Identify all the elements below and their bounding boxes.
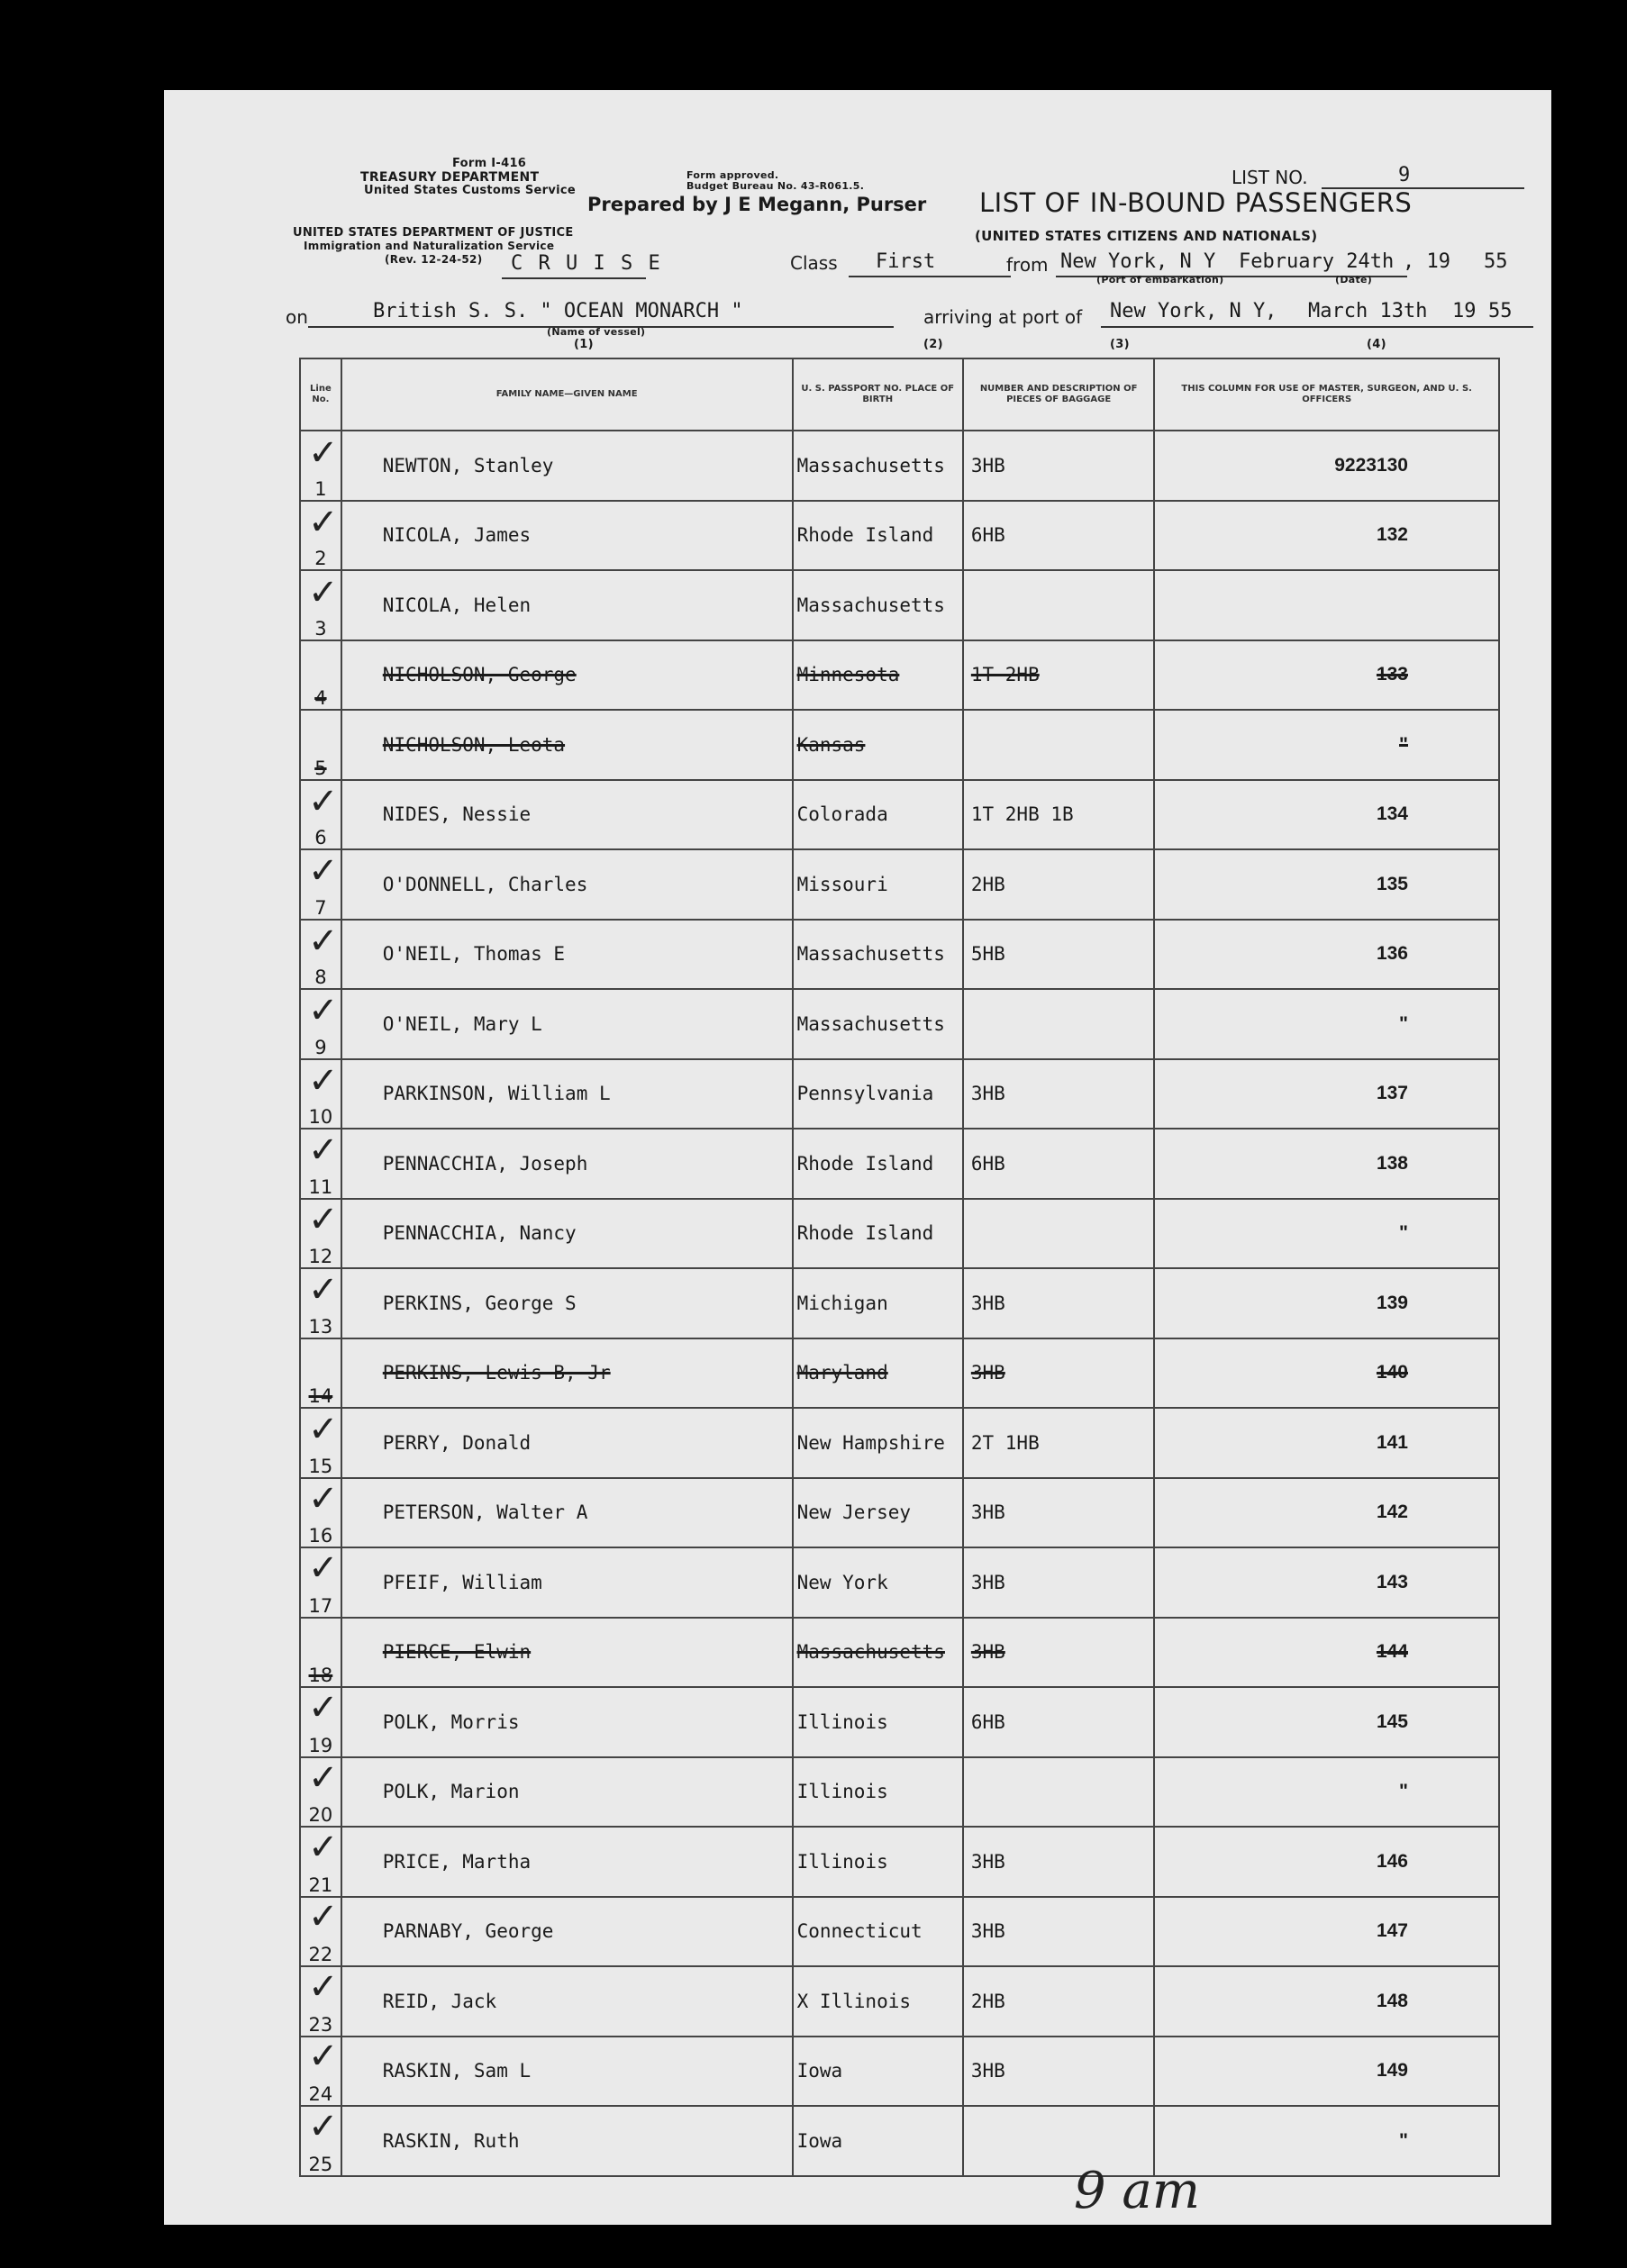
table-row bbox=[300, 431, 1499, 501]
check-mark-icon: ✓ bbox=[308, 990, 339, 1032]
baggage: 3HB bbox=[963, 1827, 1155, 1897]
officer-number bbox=[1154, 570, 1499, 640]
passenger-rows bbox=[300, 431, 1499, 2176]
from-year-prefix: , 19 bbox=[1403, 250, 1450, 273]
class-label: Class bbox=[790, 252, 838, 274]
officer-number: 141 bbox=[1154, 1408, 1499, 1478]
passenger-name: PETERSON, Walter A bbox=[341, 1478, 793, 1548]
passenger-name: PARKINSON, William L bbox=[341, 1059, 793, 1129]
officer-number: 145 bbox=[1154, 1687, 1499, 1757]
line-number: 6 bbox=[300, 780, 341, 850]
place-of-birth: Michigan bbox=[793, 1268, 963, 1338]
line-number: 10 bbox=[300, 1059, 341, 1129]
line-number: 17 bbox=[300, 1547, 341, 1618]
line-number: 4 bbox=[300, 640, 341, 711]
budget-bureau: Budget Bureau No. 43-R061.5. bbox=[686, 180, 865, 192]
place-of-birth: Pennsylvania bbox=[793, 1059, 963, 1129]
list-no-value: 9 bbox=[1398, 164, 1411, 186]
table-row bbox=[300, 1199, 1499, 1269]
form-approved: Form approved. bbox=[686, 169, 779, 181]
officer-number: 135 bbox=[1154, 849, 1499, 920]
line-number: 22 bbox=[300, 1897, 341, 1967]
column-index-4: (4) bbox=[1367, 338, 1386, 351]
baggage: 3HB bbox=[963, 1897, 1155, 1967]
line-number: 12 bbox=[300, 1199, 341, 1269]
baggage bbox=[963, 710, 1155, 780]
check-mark-icon: ✓ bbox=[308, 1965, 339, 2008]
class-value: First bbox=[876, 250, 936, 273]
passenger-name: POLK, Morris bbox=[341, 1687, 793, 1757]
class-underline bbox=[849, 276, 1011, 277]
baggage: 3HB bbox=[963, 2037, 1155, 2107]
check-mark-icon: ✓ bbox=[308, 781, 339, 822]
passenger-name: PRICE, Martha bbox=[341, 1827, 793, 1897]
place-of-birth: New York bbox=[793, 1547, 963, 1618]
officer-number: 144 bbox=[1154, 1618, 1499, 1688]
passenger-name: O'DONNELL, Charles bbox=[341, 849, 793, 920]
baggage bbox=[963, 989, 1155, 1059]
passenger-name: RASKIN, Sam L bbox=[341, 2037, 793, 2107]
check-mark-icon: ✓ bbox=[308, 502, 339, 544]
table-row bbox=[300, 710, 1499, 780]
table-row bbox=[300, 501, 1499, 571]
check-mark-icon: ✓ bbox=[308, 1199, 339, 1241]
from-date: February 24th bbox=[1239, 250, 1395, 273]
check-mark-icon: ✓ bbox=[308, 2105, 339, 2147]
officer-number: 142 bbox=[1154, 1478, 1499, 1548]
baggage: 6HB bbox=[963, 1129, 1155, 1199]
check-mark-icon: ✓ bbox=[308, 920, 339, 962]
passenger-name: NICOLA, Helen bbox=[341, 570, 793, 640]
officer-number: 133 bbox=[1154, 640, 1499, 711]
passenger-table bbox=[299, 358, 1500, 2177]
form-number: Form I-416 bbox=[452, 157, 527, 170]
baggage: 1T 2HB 1B bbox=[963, 780, 1155, 850]
table-row bbox=[300, 570, 1499, 640]
place-of-birth: New Hampshire bbox=[793, 1408, 963, 1478]
baggage: 3HB bbox=[963, 1547, 1155, 1618]
table-row bbox=[300, 1687, 1499, 1757]
from-label: from bbox=[1006, 254, 1049, 276]
baggage bbox=[963, 570, 1155, 640]
passenger-name: NEWTON, Stanley bbox=[341, 431, 793, 501]
table-row bbox=[300, 2037, 1499, 2107]
place-of-birth: X Illinois bbox=[793, 1966, 963, 2037]
officer-number: " bbox=[1154, 1199, 1499, 1269]
from-year: 55 bbox=[1484, 250, 1508, 273]
officer-number: 146 bbox=[1154, 1827, 1499, 1897]
passenger-name: PARNABY, George bbox=[341, 1897, 793, 1967]
vessel-caption: (Name of vessel) bbox=[547, 326, 646, 338]
baggage: 1T 2HB bbox=[963, 640, 1155, 711]
justice-department: UNITED STATES DEPARTMENT OF JUSTICE bbox=[293, 226, 574, 240]
baggage: 3HB bbox=[963, 431, 1155, 501]
column-index-1: (1) bbox=[574, 338, 594, 351]
passenger-name: PIERCE, Elwin bbox=[341, 1618, 793, 1688]
table-row bbox=[300, 640, 1499, 711]
table-row bbox=[300, 1408, 1499, 1478]
passenger-name: O'NEIL, Thomas E bbox=[341, 920, 793, 990]
passenger-name: O'NEIL, Mary L bbox=[341, 989, 793, 1059]
baggage: 3HB bbox=[963, 1059, 1155, 1129]
officer-number: 9223130 bbox=[1154, 431, 1499, 501]
officer-number: " bbox=[1154, 989, 1499, 1059]
place-of-birth: Minnesota bbox=[793, 640, 963, 711]
line-number: 23 bbox=[300, 1966, 341, 2037]
place-of-birth: Massachusetts bbox=[793, 570, 963, 640]
passenger-name: NICHOLSON, Leota bbox=[341, 710, 793, 780]
column-index-3: (3) bbox=[1110, 338, 1130, 351]
passenger-name: REID, Jack bbox=[341, 1966, 793, 2037]
check-mark-icon: ✓ bbox=[308, 571, 339, 613]
place-of-birth: Iowa bbox=[793, 2037, 963, 2107]
signature-note: 9 am bbox=[1074, 2162, 1200, 2220]
officer-number: 138 bbox=[1154, 1129, 1499, 1199]
line-number: 25 bbox=[300, 2106, 341, 2176]
list-no-label: LIST NO. bbox=[1232, 167, 1308, 188]
check-mark-icon: ✓ bbox=[308, 1827, 339, 1868]
place-of-birth: Illinois bbox=[793, 1687, 963, 1757]
line-number: 13 bbox=[300, 1268, 341, 1338]
header-line-no: Line No. bbox=[300, 358, 341, 431]
line-number: 20 bbox=[300, 1757, 341, 1828]
treasury-department: TREASURY DEPARTMENT bbox=[360, 170, 540, 185]
officer-number: 148 bbox=[1154, 1966, 1499, 2037]
customs-service: United States Customs Service bbox=[364, 184, 577, 197]
from-port: New York, N Y bbox=[1060, 250, 1216, 273]
table-row bbox=[300, 1966, 1499, 2037]
place-of-birth: Maryland bbox=[793, 1338, 963, 1409]
table-row bbox=[300, 2106, 1499, 2176]
place-of-birth: Rhode Island bbox=[793, 1199, 963, 1269]
place-of-birth: Massachusetts bbox=[793, 920, 963, 990]
immigration-service: Immigration and Naturalization Service bbox=[304, 240, 555, 252]
header-baggage: NUMBER AND DESCRIPTION OF PIECES OF BAGGAGE bbox=[963, 358, 1155, 431]
place-of-birth: Missouri bbox=[793, 849, 963, 920]
passenger-name: POLK, Marion bbox=[341, 1757, 793, 1828]
check-mark-icon: ✓ bbox=[308, 432, 339, 474]
arrival-year: 55 bbox=[1488, 300, 1513, 322]
arrival-underline bbox=[1101, 326, 1533, 328]
passenger-name: NIDES, Nessie bbox=[341, 780, 793, 850]
passenger-name: PERKINS, George S bbox=[341, 1268, 793, 1338]
header-officers-column: THIS COLUMN FOR USE OF MASTER, SURGEON, AND U. S. OFFICERS bbox=[1154, 358, 1499, 431]
baggage: 3HB bbox=[963, 1478, 1155, 1548]
document-subtitle: (UNITED STATES CITIZENS AND NATIONALS) bbox=[975, 228, 1318, 244]
check-mark-icon: ✓ bbox=[308, 1059, 339, 1102]
line-number: 1 bbox=[300, 431, 341, 501]
passenger-name: RASKIN, Ruth bbox=[341, 2106, 793, 2176]
place-of-birth: Illinois bbox=[793, 1757, 963, 1828]
place-of-birth: Rhode Island bbox=[793, 501, 963, 571]
line-number: 3 bbox=[300, 570, 341, 640]
table-row bbox=[300, 989, 1499, 1059]
baggage: 6HB bbox=[963, 501, 1155, 571]
on-label: on bbox=[286, 306, 308, 328]
place-of-birth: Colorada bbox=[793, 780, 963, 850]
column-index-2: (2) bbox=[923, 338, 943, 351]
manifest-sheet bbox=[164, 90, 1551, 2225]
cruise-label: C R U I S E bbox=[511, 252, 662, 275]
place-of-birth: New Jersey bbox=[793, 1478, 963, 1548]
table-row bbox=[300, 780, 1499, 850]
check-mark-icon: ✓ bbox=[308, 1896, 339, 1938]
place-of-birth: Iowa bbox=[793, 2106, 963, 2176]
table-row bbox=[300, 1897, 1499, 1967]
officer-number: 134 bbox=[1154, 780, 1499, 850]
header-passport-place: U. S. PASSPORT NO. PLACE OF BIRTH bbox=[793, 358, 963, 431]
table-row bbox=[300, 1547, 1499, 1618]
table-row bbox=[300, 1129, 1499, 1199]
place-of-birth: Massachusetts bbox=[793, 431, 963, 501]
baggage: 6HB bbox=[963, 1687, 1155, 1757]
baggage: 2HB bbox=[963, 849, 1155, 920]
line-number: 18 bbox=[300, 1618, 341, 1688]
line-number: 21 bbox=[300, 1827, 341, 1897]
line-number: 9 bbox=[300, 989, 341, 1059]
table-row bbox=[300, 1268, 1499, 1338]
officer-number: 140 bbox=[1154, 1338, 1499, 1409]
arriving-label: arriving at port of bbox=[923, 306, 1083, 328]
officer-number: 143 bbox=[1154, 1547, 1499, 1618]
arrival-date: March 13th bbox=[1308, 300, 1428, 322]
table-row bbox=[300, 1059, 1499, 1129]
check-mark-icon: ✓ bbox=[308, 1756, 339, 1799]
officer-number: " bbox=[1154, 1757, 1499, 1828]
revision-date: (Rev. 12-24-52) bbox=[385, 253, 483, 266]
port-caption: (Port of embarkation) bbox=[1096, 274, 1224, 286]
baggage: 5HB bbox=[963, 920, 1155, 990]
line-number: 8 bbox=[300, 920, 341, 990]
line-number: 11 bbox=[300, 1129, 341, 1199]
passenger-name: PENNACCHIA, Joseph bbox=[341, 1129, 793, 1199]
place-of-birth: Kansas bbox=[793, 710, 963, 780]
line-number: 14 bbox=[300, 1338, 341, 1409]
table-row bbox=[300, 1478, 1499, 1548]
passenger-name: NICHOLSON, George bbox=[341, 640, 793, 711]
officer-number: 149 bbox=[1154, 2037, 1499, 2107]
baggage bbox=[963, 1757, 1155, 1828]
baggage: 2HB bbox=[963, 1966, 1155, 2037]
header-family-name: FAMILY NAME—GIVEN NAME bbox=[341, 358, 793, 431]
check-mark-icon: ✓ bbox=[308, 1268, 339, 1311]
arrival-year-prefix: 19 bbox=[1452, 300, 1477, 322]
line-number: 19 bbox=[300, 1687, 341, 1757]
passenger-name: PENNACCHIA, Nancy bbox=[341, 1199, 793, 1269]
baggage bbox=[963, 1199, 1155, 1269]
line-number: 16 bbox=[300, 1478, 341, 1548]
baggage: 3HB bbox=[963, 1268, 1155, 1338]
passenger-name: PERRY, Donald bbox=[341, 1408, 793, 1478]
check-mark-icon: ✓ bbox=[308, 1129, 339, 1171]
officer-number: 147 bbox=[1154, 1897, 1499, 1967]
check-mark-icon: ✓ bbox=[308, 1687, 339, 1729]
table-row bbox=[300, 1618, 1499, 1688]
document-title: LIST OF IN-BOUND PASSENGERS bbox=[979, 187, 1413, 218]
line-number: 24 bbox=[300, 2037, 341, 2107]
officer-number: 137 bbox=[1154, 1059, 1499, 1129]
check-mark-icon: ✓ bbox=[308, 850, 339, 893]
place-of-birth: Rhode Island bbox=[793, 1129, 963, 1199]
officer-number: 136 bbox=[1154, 920, 1499, 990]
cruise-underline bbox=[502, 277, 646, 279]
place-of-birth: Massachusetts bbox=[793, 989, 963, 1059]
table-row bbox=[300, 1827, 1499, 1897]
baggage: 3HB bbox=[963, 1618, 1155, 1688]
prepared-by: Prepared by J E Megann, Purser bbox=[587, 194, 927, 215]
passenger-name: NICOLA, James bbox=[341, 501, 793, 571]
table-row bbox=[300, 920, 1499, 990]
check-mark-icon: ✓ bbox=[308, 1408, 339, 1450]
line-number: 7 bbox=[300, 849, 341, 920]
arrival-port: New York, N Y, bbox=[1110, 300, 1277, 322]
place-of-birth: Massachusetts bbox=[793, 1618, 963, 1688]
passenger-name: PERKINS, Lewis B, Jr bbox=[341, 1338, 793, 1409]
line-number: 15 bbox=[300, 1408, 341, 1478]
officer-number: " bbox=[1154, 710, 1499, 780]
baggage: 2T 1HB bbox=[963, 1408, 1155, 1478]
line-number: 2 bbox=[300, 501, 341, 571]
place-of-birth: Connecticut bbox=[793, 1897, 963, 1967]
place-of-birth: Illinois bbox=[793, 1827, 963, 1897]
table-header-row bbox=[300, 358, 1499, 431]
officer-number: 139 bbox=[1154, 1268, 1499, 1338]
officer-number: " bbox=[1154, 2106, 1499, 2176]
table-row bbox=[300, 1757, 1499, 1828]
line-number: 5 bbox=[300, 710, 341, 780]
check-mark-icon: ✓ bbox=[308, 1478, 339, 1520]
baggage: 3HB bbox=[963, 1338, 1155, 1409]
table-row bbox=[300, 1338, 1499, 1409]
check-mark-icon: ✓ bbox=[308, 2036, 339, 2078]
vessel-name: British S. S. " OCEAN MONARCH " bbox=[373, 300, 743, 322]
table-row bbox=[300, 849, 1499, 920]
date-caption: (Date) bbox=[1335, 274, 1373, 286]
check-mark-icon: ✓ bbox=[308, 1547, 339, 1590]
officer-number: 132 bbox=[1154, 501, 1499, 571]
passenger-name: PFEIF, William bbox=[341, 1547, 793, 1618]
